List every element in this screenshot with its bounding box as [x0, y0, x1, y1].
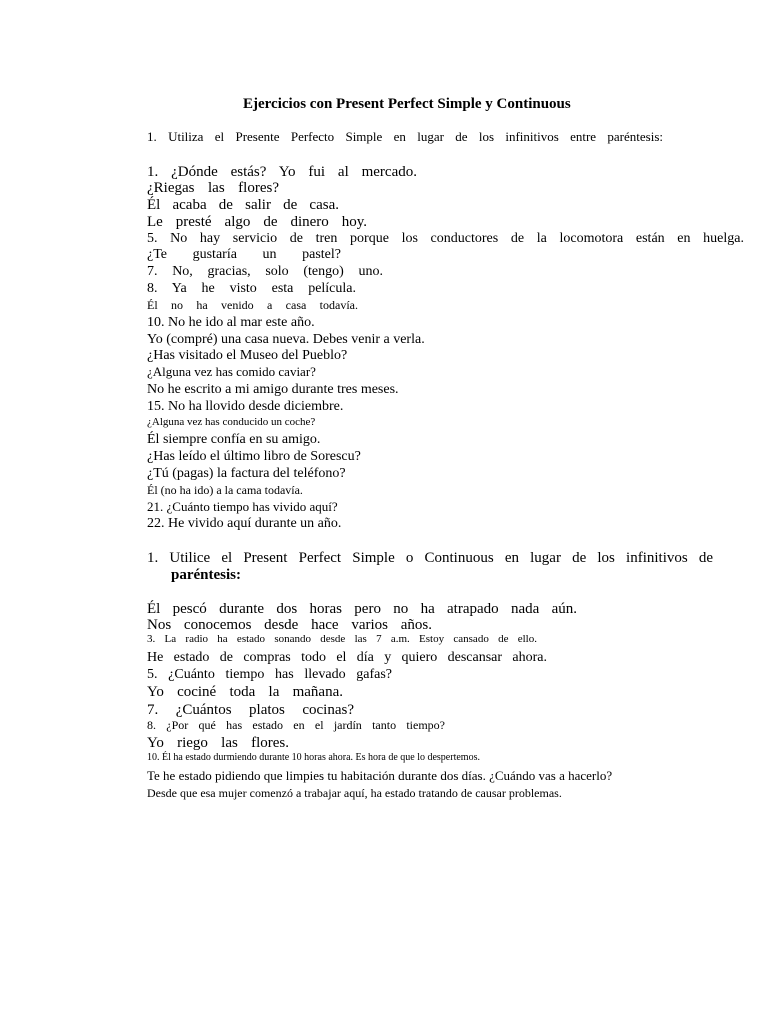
list-item: 5. ¿Cuánto tiempo has llevado gafas? [147, 667, 392, 682]
document-title: Ejercicios con Present Perfect Simple y Continuous [243, 96, 571, 112]
list-item: Él acaba de salir de casa. [147, 197, 339, 213]
list-item: 5. No hay servicio de tren porque los conductores de la locomotora están en huelga. [147, 231, 744, 246]
list-item: No he escrito a mi amigo durante tres meses. [147, 382, 399, 397]
list-item: Nos conocemos desde hace varios años. [147, 617, 432, 633]
list-item: 1. ¿Dónde estás? Yo fui al mercado. [147, 164, 417, 180]
list-item: 7. ¿Cuántos platos cocinas? [147, 702, 354, 718]
list-item: 8. ¿Por qué has estado en el jardín tanto tiempo? [147, 718, 445, 732]
list-item: ¿Tú (pagas) la factura del teléfono? [147, 466, 346, 481]
section2-instruction: 1. Utilice el Present Perfect Simple o Continuous en lugar de los infinitivos de [147, 550, 713, 566]
list-item: 15. No ha llovido desde diciembre. [147, 399, 344, 414]
list-item: 8. Ya he visto esta película. [147, 281, 356, 296]
list-item: Él pescó durante dos horas pero no ha atrapado nada aún. [147, 601, 577, 617]
list-item: 22. He vivido aquí durante un año. [147, 516, 342, 531]
list-item: ¿Riegas las flores? [147, 180, 279, 196]
list-item: ¿Has leído el último libro de Sorescu? [147, 449, 361, 464]
list-item: Yo (compré) una casa nueva. Debes venir a verla. [147, 332, 425, 347]
list-item: Él (no ha ido) a la cama todavía. [147, 483, 303, 497]
list-item: Yo cociné toda la mañana. [147, 684, 343, 700]
section2-instruction-continued: paréntesis: [171, 567, 241, 583]
list-item: ¿Te gustaría un pastel? [147, 247, 341, 262]
list-item: 10. No he ido al mar este año. [147, 315, 315, 330]
section1-instruction: 1. Utiliza el Presente Perfecto Simple en lugar de los infinitivos entre paréntesis: [147, 129, 663, 144]
list-item: Le presté algo de dinero hoy. [147, 214, 367, 230]
list-item: 7. No, gracias, solo (tengo) uno. [147, 264, 383, 279]
list-item: Él no ha venido a casa todavía. [147, 298, 358, 312]
list-item: Desde que esa mujer comenzó a trabajar aquí, ha estado tratando de causar problemas. [147, 786, 562, 800]
list-item: Te he estado pidiendo que limpies tu habitación durante dos días. ¿Cuándo vas a hacerlo? [147, 768, 613, 783]
list-item: He estado de compras todo el día y quiero descansar ahora. [147, 650, 547, 665]
list-item: 3. La radio ha estado sonando desde las 7 a.m. Estoy cansado de ello. [147, 633, 537, 645]
list-item: ¿Alguna vez has conducido un coche? [147, 416, 316, 428]
list-item: ¿Has visitado el Museo del Pueblo? [147, 348, 348, 363]
list-item: Yo riego las flores. [147, 735, 289, 751]
list-item: Él siempre confía en su amigo. [147, 432, 321, 447]
list-item: ¿Alguna vez has comido caviar? [147, 364, 316, 379]
list-item: 10. Él ha estado durmiendo durante 10 horas ahora. Es hora de que lo despertemos. [147, 752, 480, 763]
list-item: 21. ¿Cuánto tiempo has vivido aquí? [147, 499, 338, 514]
